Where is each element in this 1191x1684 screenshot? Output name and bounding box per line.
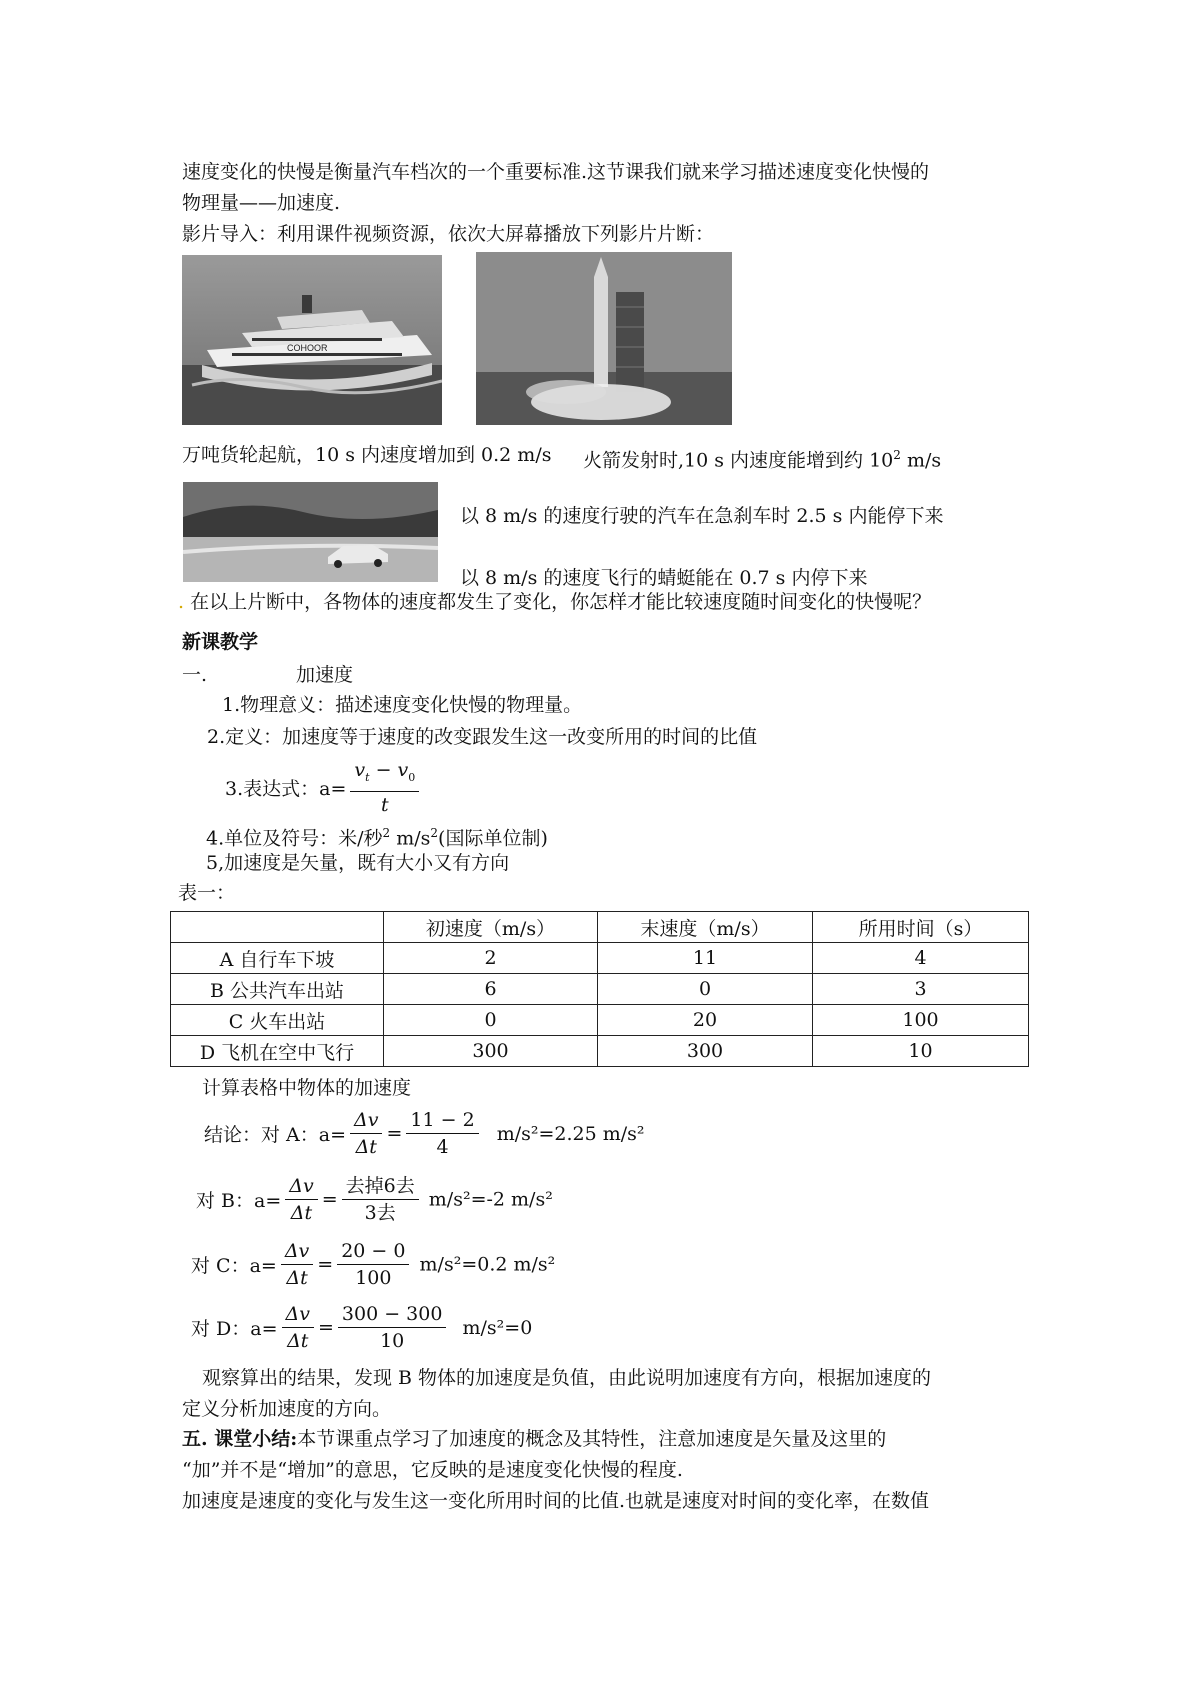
heading-text: 加速度: [296, 664, 354, 686]
delta-v: Δv: [281, 1238, 313, 1265]
calc-a-numerator: 11 − 2: [406, 1107, 478, 1134]
delta-t: Δt: [286, 1267, 308, 1289]
table-cell: 300: [384, 1036, 598, 1067]
calc-b-fraction: [342, 1173, 419, 1226]
table-cell: A 自行车下坡: [171, 943, 384, 974]
formula-denominator: t: [381, 793, 389, 816]
table-cell: 4: [813, 943, 1029, 974]
ship-caption: 万吨货轮起航，10 s 内速度增加到 0.2 m/s: [182, 444, 552, 466]
table-row: [171, 974, 1029, 1005]
heading-number: 一.: [182, 664, 208, 686]
item-5: 5,加速度是矢量，既有大小又有方向: [206, 852, 510, 874]
calc-c: [191, 1238, 555, 1291]
delta-t: Δt: [287, 1330, 309, 1352]
rocket-caption-exponent: 2: [893, 448, 901, 462]
table-cell: 10: [813, 1036, 1029, 1067]
delta-t: Δt: [290, 1202, 313, 1224]
table-cell: 300: [598, 1036, 813, 1067]
table-caption: 表一：: [178, 882, 236, 904]
data-table: [170, 911, 1029, 1067]
table-cell: 6: [384, 974, 598, 1005]
calc-b-result: m/s²=-2 m/s²: [428, 1188, 553, 1211]
item-2: 2.定义：加速度等于速度的改变跟发生这一改变所用的时间的比值: [207, 726, 758, 748]
table-cell: D 飞机在空中飞行: [171, 1036, 384, 1067]
calc-a-result: m/s²=2.25 m/s²: [496, 1122, 645, 1145]
calc-d-delta: [282, 1301, 314, 1354]
calc-c-label: 对 C：a=: [191, 1255, 277, 1277]
intro-line-2: 物理量——加速度.: [182, 192, 341, 214]
conclusion-line-1: 观察算出的结果，发现 B 物体的加速度是负值，由此说明加速度有方向，根据加速度的: [202, 1367, 932, 1389]
summary-line-1: [182, 1424, 886, 1454]
item-4-exp2: 2: [430, 826, 439, 840]
calc-a-delta: [350, 1107, 382, 1160]
table-header-cell: 所用时间（s）: [813, 912, 1029, 943]
question-dot: .: [178, 591, 185, 613]
table-row: [171, 943, 1029, 974]
summary-line-3: 加速度是速度的变化与发生这一变化所用时间的比值.也就是速度对时间的变化率，在数值: [182, 1490, 930, 1512]
rocket-caption: [583, 440, 941, 475]
delta-v: Δv: [282, 1301, 314, 1328]
calc-d-label: 对 D：a=: [191, 1318, 278, 1340]
calc-intro: 计算表格中物体的加速度: [202, 1077, 412, 1099]
calc-c-result: m/s²=0.2 m/s²: [419, 1253, 556, 1276]
formula-v0: − v: [369, 759, 409, 781]
summary-line-2: “加”并不是“增加”的意思，它反映的是速度变化快慢的程度.: [182, 1459, 683, 1481]
car-caption: 以 8 m/s 的速度行驶的汽车在急刹车时 2.5 s 内能停下来: [460, 505, 944, 527]
calc-d-result: m/s²=0: [462, 1316, 533, 1339]
summary-text-1: 本节课重点学习了加速度的概念及其特性，注意加速度是矢量及这里的: [297, 1428, 887, 1450]
rocket-photo: [476, 252, 732, 425]
formula-fraction: [350, 757, 419, 818]
calc-c-delta: [281, 1238, 313, 1291]
item-4-exp: 2: [382, 826, 391, 840]
ship-photo: [182, 255, 442, 425]
formula-sub-t: t: [365, 770, 370, 784]
table-header-cell: 初速度（m/s）: [384, 912, 598, 943]
calc-b-denominator: 3去: [364, 1202, 396, 1224]
item-3: [225, 757, 423, 818]
delta-v: Δv: [350, 1107, 382, 1134]
question-text: 在以上片断中，各物体的速度都发生了变化，你怎样才能比较速度随时间变化的快慢呢？: [190, 591, 932, 613]
table-cell: 0: [384, 1005, 598, 1036]
formula-vt: v: [354, 759, 366, 781]
equals-sign: =: [321, 1188, 338, 1211]
rocket-caption-text: 火箭发射时,10 s 内速度能增到约 10: [583, 449, 894, 472]
item-4-unit: m/s: [390, 827, 431, 850]
calc-a-label: 结论：对 A：a=: [204, 1124, 347, 1146]
item-1: 1.物理意义：描述速度变化快慢的物理量。: [222, 694, 583, 716]
table-cell: B 公共汽车出站: [171, 974, 384, 1005]
table-cell: C 火车出站: [171, 1005, 384, 1036]
equals-sign: =: [318, 1316, 334, 1339]
table-row: [171, 1036, 1029, 1067]
equals-sign: =: [386, 1122, 403, 1145]
calc-a-denominator: 4: [436, 1136, 449, 1158]
formula-numerator: [350, 757, 419, 792]
table-cell: 2: [384, 943, 598, 974]
calc-d: [191, 1301, 532, 1354]
item-3-label: 3.表达式：a=: [225, 777, 347, 800]
delta-v: Δv: [285, 1173, 317, 1200]
svg-text:COHOOR: COHOOR: [287, 343, 328, 353]
calc-a: [204, 1107, 645, 1160]
delta-t: Δt: [355, 1136, 377, 1158]
table-cell: 20: [598, 1005, 813, 1036]
item-4-note: (国际单位制): [438, 827, 548, 850]
table-header-row: [171, 912, 1029, 943]
calc-d-denominator: 10: [380, 1330, 405, 1352]
car-photo: [183, 482, 438, 582]
calc-b: [196, 1173, 553, 1226]
section-title: 新课教学: [182, 631, 259, 653]
table-header-cell: 末速度（m/s）: [598, 912, 813, 943]
summary-label: 五. 课堂小结:: [182, 1428, 298, 1450]
calc-b-numerator: 去掉6去: [342, 1173, 419, 1200]
table-cell: 0: [598, 974, 813, 1005]
calc-d-numerator: 300 − 300: [338, 1301, 447, 1328]
calc-c-denominator: 100: [355, 1267, 392, 1289]
calc-a-fraction: [406, 1107, 478, 1160]
calc-d-fraction: [338, 1301, 447, 1354]
table-header-cell: [171, 912, 384, 943]
table-cell: 100: [813, 1005, 1029, 1036]
calc-c-numerator: 20 − 0: [337, 1238, 409, 1265]
question-line: [178, 587, 931, 617]
formula-sub-0: 0: [408, 770, 416, 784]
rocket-caption-unit: m/s: [900, 449, 942, 472]
item-4-text: 4.单位及符号：米/秒: [206, 827, 383, 850]
calc-b-label: 对 B：a=: [196, 1190, 282, 1212]
table-cell: 3: [813, 974, 1029, 1005]
calc-b-delta: [285, 1173, 317, 1226]
intro-line-3: 影片导入：利用课件视频资源，依次大屏幕播放下列影片片断：: [182, 223, 715, 245]
calc-c-fraction: [337, 1238, 409, 1291]
table-row: [171, 1005, 1029, 1036]
table-cell: 11: [598, 943, 813, 974]
dragonfly-caption: 以 8 m/s 的速度飞行的蜻蜓能在 0.7 s 内停下来: [460, 567, 868, 589]
equals-sign: =: [317, 1253, 334, 1276]
conclusion-line-2: 定义分析加速度的方向。: [182, 1398, 392, 1420]
intro-line-1: 速度变化的快慢是衡量汽车档次的一个重要标准.这节课我们就来学习描述速度变化快慢的: [182, 161, 930, 183]
